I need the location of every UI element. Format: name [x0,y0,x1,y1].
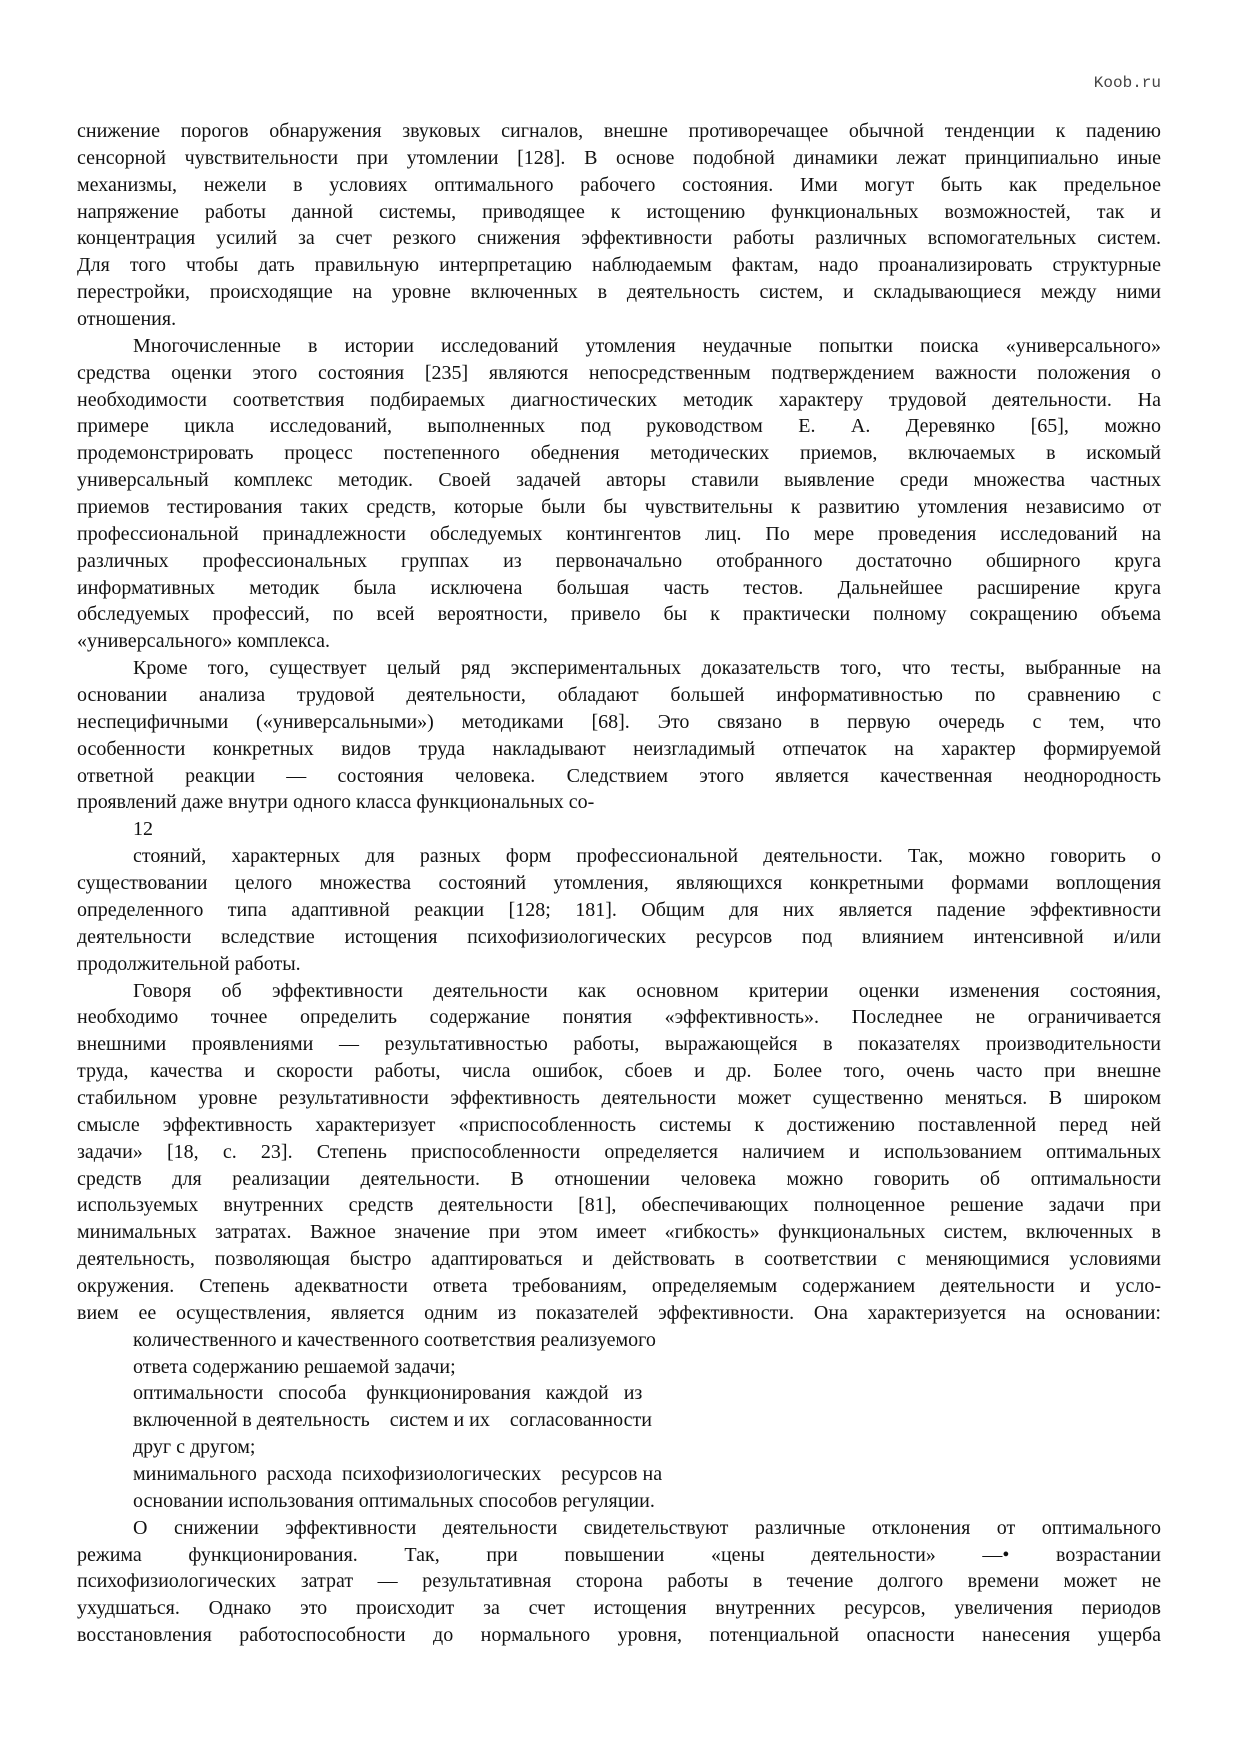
page-number [77,816,1161,843]
text-line: используемых внутренних средств деятельности [81], обеспечивающих полноценное решение задачи при [77,1194,1161,1217]
text-line: отношения. [77,308,177,331]
text-line: особенности конкретных видов труда накладывают неизгладимый отпечаток на характер формируемой [77,737,1161,760]
list-line: включенной в деятельность систем и их согласованности [133,1409,652,1432]
text-line: Кроме того, существует целый ряд экспериментальных доказательств того, что тесты, выбранные на [133,657,1161,680]
text-line: обследуемых профессий, по всей вероятности, привело бы к практически полному сокращению объема [77,603,1161,626]
text-line: Говоря об эффективности деятельности как основном критерии оценки изменения состояния, [133,979,1161,1002]
text-line: универсальный комплекс методик. Своей задачей авторы ставили выявление среди множества частных [77,469,1161,492]
paragraph [77,978,1161,1327]
text-line: основании анализа трудовой деятельности, обладают большей информативностью по сравнению с [77,684,1161,707]
list-line: основании использования оптимальных способов регуляции. [133,1489,655,1512]
text-line: режима функционирования. Так, при повышении «цены деятельности» —• возрастании [77,1543,1161,1566]
list-line: количественного и качественного соответствия реализуемого [133,1328,656,1351]
text-line: задачи» [18, с. 23]. Степень приспособленности определяется наличием и использованием оптимальных [77,1140,1161,1163]
text-line: перестройки, происходящие на уровне включенных в деятельность систем, и складывающиеся между ними [77,281,1161,304]
text-line: Многочисленные в истории исследований утомления неудачные попытки поиска «универсального» [133,334,1161,357]
paragraph [77,333,1161,655]
text-line: снижение порогов обнаружения звуковых сигналов, внешне противоречащее обычной тенденции к падению [77,120,1161,142]
text-line: сенсорной чувствительности при утомлении [128]. В основе подобной динамики лежат принципиально иные [77,146,1161,169]
text-line: психофизиологических затрат — результативная сторона работы в течение долгого времени может не [77,1570,1161,1593]
text-line: средств для реализации деятельности. В отношении человека можно говорить об оптимальности [77,1167,1161,1190]
page-number-text: 12 [133,818,153,841]
text-line: существовании целого множества состояний утомления, являющихся конкретными формами воплощения [77,872,1161,895]
text-line: напряжение работы данной системы, приводящее к истощению функциональных возможностей, так и [77,200,1161,223]
text-line: окружения. Степень адекватности ответа требованиям, определяемым содержанием деятельности и усло- [77,1274,1161,1297]
text-line: необходимо точнее определить содержание понятия «эффективность». Последнее не ограничивается [77,1006,1161,1029]
text-line: минимальных затратах. Важное значение при этом имеет «гибкость» функциональных систем, включенных в [77,1221,1161,1244]
text-line: продолжительной работы. [77,952,301,975]
text-line: восстановления работоспособности до нормального уровня, потенциальной опасности нанесения ущерба [77,1624,1161,1647]
document-body [77,118,1161,1649]
text-line: деятельность, позволяющая быстро адаптироваться и действовать в соответствии с меняющимися условиями [77,1248,1161,1271]
text-line: смысле эффективность характеризует «приспособленность системы к достижению поставленной перед ней [77,1113,1161,1136]
text-line: необходимости соответствия подбираемых диагностических методик характеру трудовой деятельности. На [77,388,1161,411]
text-line: проявлений даже внутри одного класса функциональных со- [77,791,595,814]
list-line: минимального расхода психофизиологических ресурсов на [133,1462,663,1485]
list-line: ответа содержанию решаемой задачи; [133,1355,456,1378]
text-line: Для того чтобы дать правильную интерпретацию наблюдаемым фактам, надо проанализировать структурные [77,254,1161,277]
text-line: внешними проявлениями — результативностью работы, выражающейся в показателях производительности [77,1033,1161,1056]
text-line: ухудшаться. Однако это происходит за счет истощения внутренних ресурсов, увеличения периодов [77,1597,1161,1620]
paragraph [77,655,1161,816]
text-line: примере цикла исследований, выполненных под руководством Е. А. Деревянко [65], можно [77,415,1161,438]
text-line: неспецифичными («универсальными») методиками [68]. Это связано в первую очередь с тем, что [77,710,1161,733]
text-line: деятельности вследствие истощения психофизиологических ресурсов под влиянием интенсивной и/или [77,925,1161,948]
text-line: концентрация усилий за счет резкого снижения эффективности работы различных вспомогательных систем. [77,227,1161,250]
text-line: механизмы, нежели в условиях оптимального рабочего состояния. Ими могут быть как предельное [77,173,1161,196]
list-line: оптимальности способа функционирования каждой из [133,1382,643,1405]
text-line: О снижении эффективности деятельности свидетельствуют различные отклонения от оптимального [133,1516,1161,1539]
text-line: труда, качества и скорости работы, числа ошибок, сбоев и др. Более того, очень часто при внешне [77,1060,1161,1083]
text-line: профессиональной принадлежности обследуемых контингентов лиц. По мере проведения исследований на [77,522,1161,545]
text-line: стояний, характерных для разных форм профессиональной деятельности. Так, можно говорить о [133,845,1161,868]
paragraph [77,843,1161,977]
criteria-list [77,1327,1161,1515]
text-line: ответной реакции — состояния человека. Следствием этого является качественная неоднородность [77,764,1161,787]
text-line: определенного типа адаптивной реакции [128; 181]. Общим для них является падение эффективности [77,898,1161,921]
text-line: информативных методик была исключена большая часть тестов. Дальнейшее расширение круга [77,576,1161,599]
text-line: вием ее осуществления, является одним из показателей эффективности. Она характеризуется на основании: [77,1301,1161,1324]
text-line: продемонстрировать процесс постепенного обеднения методических приемов, включаемых в искомый [77,442,1161,465]
text-line: «универсального» комплекса. [77,630,331,653]
text-line: различных профессиональных группах из первоначально отобранного достаточно обширного круга [77,549,1161,572]
text-line: стабильном уровне результативности эффективность деятельности может существенно меняться. В широком [77,1086,1161,1109]
paragraph [77,1515,1161,1649]
text-line: приемов тестирования таких средств, которые были бы чувствительны к развитию утомления независимо от [77,496,1161,519]
list-line: друг с другом; [133,1436,256,1459]
site-watermark: Koob.ru [1093,74,1161,92]
paragraph [77,118,1161,333]
text-line: средства оценки этого состояния [235] являются непосредственным подтверждением важности положения о [77,361,1161,384]
